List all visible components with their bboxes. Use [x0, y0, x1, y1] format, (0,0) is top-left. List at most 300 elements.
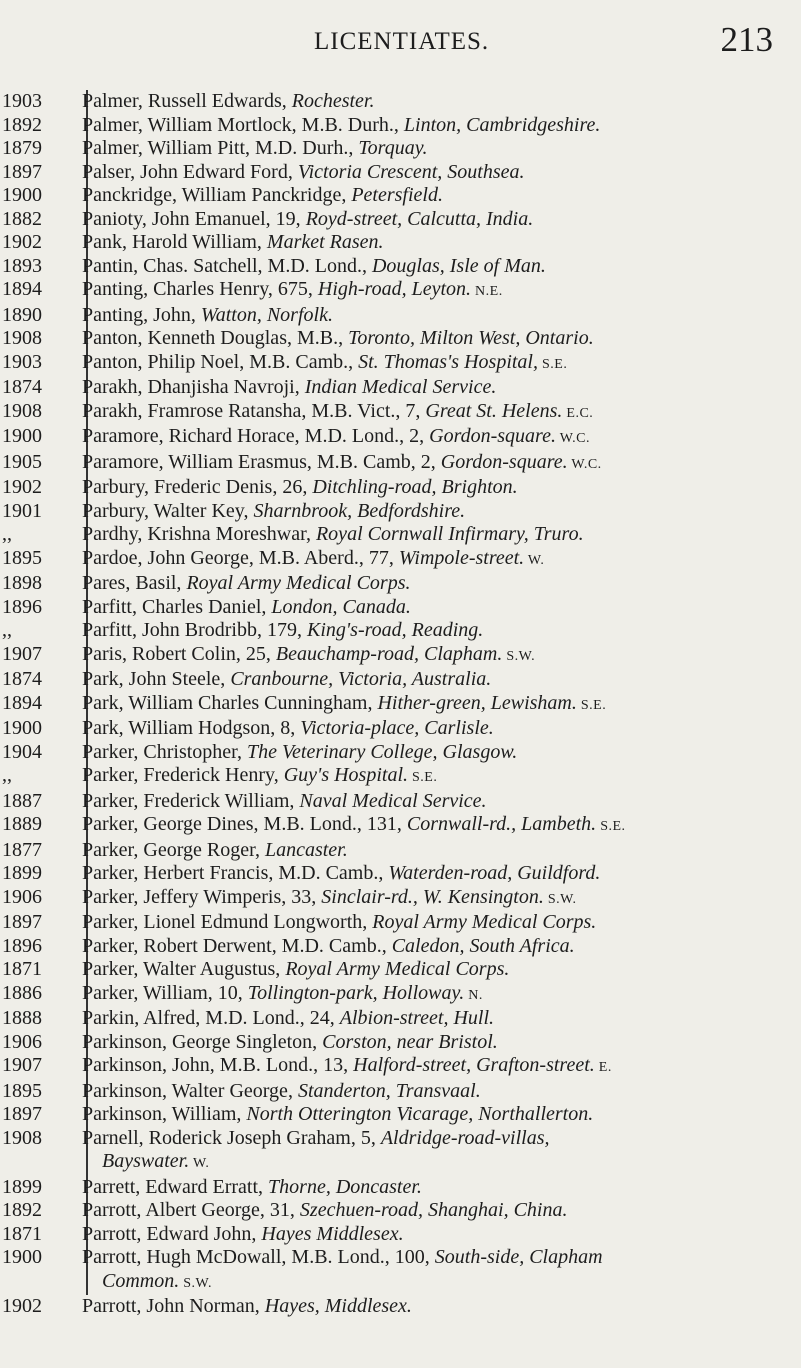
- entry-name: Park, William Hodgson, 8,: [82, 717, 301, 739]
- entry-text: [80, 1054, 801, 1080]
- entry-name: Paramore, William Erasmus, M.B. Camb, 2,: [82, 450, 441, 473]
- entry-name: Panton, Kenneth Douglas, M.B.,: [82, 327, 349, 349]
- licentiate-entry: [0, 255, 801, 279]
- entry-year-text: 1897: [2, 160, 42, 183]
- entry-year-text: 1877: [2, 838, 42, 861]
- entry-year-text: 1882: [2, 207, 42, 230]
- entry-year: [0, 1080, 80, 1104]
- entry-text: [80, 451, 801, 477]
- entry-year: [0, 1223, 80, 1247]
- entry-place: Hither-green, Lewisham.: [377, 691, 577, 714]
- licentiate-entry: [0, 1054, 801, 1080]
- entry-year-text: 1897: [2, 1103, 42, 1125]
- entry-continuation: [82, 1150, 787, 1176]
- entry-name: Parker, Frederick Henry,: [82, 764, 284, 786]
- entry-year: [0, 351, 80, 375]
- entry-year: [0, 839, 80, 863]
- entry-name: Parkinson, William,: [82, 1103, 247, 1125]
- entry-name: Palmer, Russell Edwards,: [82, 90, 292, 112]
- entry-year-text: 1888: [2, 1007, 42, 1029]
- entry-name: Parker, Walter Augustus,: [82, 958, 286, 980]
- entry-district: S.E.: [538, 356, 568, 372]
- entry-year-text: 1895: [2, 1079, 42, 1102]
- entry-text: [80, 643, 801, 669]
- entry-place: Waterden-road, Guildford.: [388, 862, 601, 884]
- entry-text: [80, 1246, 801, 1295]
- entry-place: Gordon-square.: [440, 450, 568, 473]
- entry-text: [80, 304, 801, 328]
- entry-year: [0, 476, 80, 500]
- entry-place: Rochester.: [291, 90, 375, 112]
- entry-district: S.E.: [576, 697, 607, 713]
- entry-text: [80, 790, 801, 814]
- entry-name: Parbury, Walter Key,: [82, 499, 254, 522]
- entry-year: [0, 208, 80, 232]
- licentiate-entry: [0, 500, 801, 524]
- entry-place: Royal Cornwall Infirmary, Truro.: [315, 523, 584, 545]
- entry-year-text: 1892: [2, 1199, 42, 1221]
- entry-year: [0, 935, 80, 959]
- licentiate-entry: [0, 114, 801, 138]
- entry-year-text: 1879: [2, 137, 42, 159]
- entry-name: Parker, Jeffery Wimperis, 33,: [82, 885, 322, 908]
- entry-text: [80, 1295, 801, 1319]
- entry-text: [80, 1223, 801, 1247]
- entry-name: Palmer, William Pitt, M.D. Durh.,: [82, 137, 359, 159]
- entry-name: Paramore, Richard Horace, M.D. Lond., 2,: [82, 425, 430, 447]
- entry-year: [0, 161, 80, 185]
- entry-year: [0, 886, 80, 910]
- entry-place: Szechuen-road, Shanghai, China.: [299, 1199, 568, 1221]
- entry-name: Parkinson, George Singleton,: [82, 1030, 323, 1053]
- licentiate-entry: [0, 231, 801, 255]
- entry-place: Victoria-place, Carlisle.: [300, 717, 494, 739]
- licentiate-entry: [0, 1007, 801, 1031]
- licentiate-entry: [0, 643, 801, 669]
- entry-place: Lancaster.: [264, 838, 348, 861]
- entry-name: Parbury, Frederic Denis, 26,: [82, 476, 313, 498]
- entry-name: Park, John Steele,: [82, 668, 231, 690]
- entry-text: [80, 425, 801, 451]
- entry-text: [80, 476, 801, 500]
- entry-place: King's-road, Reading.: [307, 619, 484, 641]
- entry-name: Parrott, John Norman,: [82, 1295, 265, 1317]
- entry-text: [80, 161, 801, 185]
- entry-text: [80, 376, 801, 400]
- licentiate-entry: [0, 161, 801, 185]
- licentiate-entry: [0, 523, 801, 547]
- entry-name: Parrott, Edward John,: [82, 1222, 262, 1245]
- entry-place: Sinclair-rd., W. Kensington.: [321, 885, 544, 908]
- entry-year: [0, 764, 80, 788]
- licentiate-entry: [0, 547, 801, 573]
- entry-text: [80, 1031, 801, 1055]
- entry-place: Indian Medical Service.: [304, 376, 497, 398]
- licentiate-entry: [0, 935, 801, 959]
- entry-place: Royal Army Medical Corps.: [186, 572, 411, 594]
- entry-text: [80, 327, 801, 351]
- entry-place: Cornwall-rd., Lambeth.: [406, 813, 597, 835]
- entry-name: Panton, Philip Noel, M.B. Camb.,: [82, 350, 359, 373]
- entry-name: Parfitt, Charles Daniel,: [82, 595, 272, 618]
- running-title: LICENTIATES.: [314, 28, 490, 55]
- licentiate-entry: [0, 1295, 801, 1319]
- entry-year-text: 1903: [2, 90, 42, 112]
- entry-year-text: 1892: [2, 113, 42, 136]
- entry-place: St. Thomas's Hospital,: [358, 350, 538, 373]
- entry-year: [0, 114, 80, 138]
- entry-year: [0, 1295, 80, 1319]
- entry-year: [0, 1031, 80, 1055]
- entry-year-text: 1902: [2, 1295, 42, 1317]
- entry-year-text: 1899: [2, 862, 42, 884]
- entry-place: Cranbourne, Victoria, Australia.: [230, 668, 492, 690]
- entry-place: Victoria Crescent, Southsea.: [297, 160, 525, 183]
- entry-name: Pank, Harold William,: [82, 231, 267, 253]
- entry-year-text: 1904: [2, 740, 42, 763]
- entry-year-text: ,,: [2, 523, 12, 545]
- entry-year-text: 1890: [2, 303, 42, 326]
- entry-place: Halford-street, Grafton-street.: [353, 1054, 595, 1076]
- entry-text: [80, 813, 801, 839]
- entry-text: [80, 500, 801, 524]
- licentiate-entry: [0, 376, 801, 400]
- entry-name: Panioty, John Emanuel, 19,: [82, 207, 306, 230]
- entry-year: [0, 1054, 80, 1078]
- licentiate-entry: [0, 596, 801, 620]
- entry-year-text: 1908: [2, 1126, 42, 1149]
- entry-year-text: ,,: [2, 764, 12, 786]
- entry-district: W.: [189, 1156, 210, 1171]
- entry-year: [0, 668, 80, 692]
- entry-text: [80, 839, 801, 863]
- entry-year-text: 1898: [2, 572, 42, 594]
- entry-text: [80, 1080, 801, 1104]
- licentiate-entry: [0, 692, 801, 718]
- entry-place: Caledon, South Africa.: [391, 934, 575, 957]
- entry-district: W.C.: [567, 456, 602, 472]
- licentiate-entry: [0, 1127, 801, 1176]
- licentiate-entry: [0, 862, 801, 886]
- entry-text: [80, 1176, 801, 1200]
- entry-place: Hayes Middlesex.: [261, 1222, 404, 1245]
- entry-year-text: 1900: [2, 184, 42, 206]
- entry-text: [80, 208, 801, 232]
- entry-district: W.C.: [555, 431, 590, 446]
- entry-year-text: 1874: [2, 376, 42, 398]
- licentiate-entry: [0, 1176, 801, 1200]
- entry-place-continued: Common.: [102, 1269, 180, 1292]
- entry-name: Parkin, Alfred, M.D. Lond., 24,: [82, 1007, 340, 1029]
- entry-name: Parker, William, 10,: [82, 981, 248, 1004]
- entry-text: [80, 935, 801, 959]
- entry-year-text: 1889: [2, 813, 42, 835]
- entry-place: Guy's Hospital.: [283, 764, 408, 786]
- licentiate-entry: [0, 400, 801, 426]
- entry-text: [80, 572, 801, 596]
- entry-name: Palser, John Edward Ford,: [82, 160, 298, 183]
- entry-name: Parrott, Albert George, 31,: [82, 1199, 300, 1221]
- entry-place: Royal Army Medical Corps.: [285, 958, 510, 980]
- entry-year: [0, 500, 80, 524]
- entry-name: Parrott, Hugh McDowall, M.B. Lond., 100,: [82, 1246, 435, 1268]
- entry-year: [0, 90, 80, 114]
- entry-year: [0, 425, 80, 449]
- entry-place: Naval Medical Service.: [299, 789, 487, 812]
- entry-district: S.W.: [179, 1275, 212, 1291]
- entry-year: [0, 1007, 80, 1031]
- licentiate-entry: [0, 1103, 801, 1127]
- entry-year: [0, 1103, 80, 1127]
- entry-text: [80, 911, 801, 935]
- entry-text: [80, 717, 801, 741]
- entry-year-text: 1907: [2, 642, 42, 665]
- licentiate-entry: [0, 137, 801, 161]
- entry-text: [80, 1199, 801, 1223]
- entry-year-text: 1900: [2, 717, 42, 739]
- entry-name: Palmer, William Mortlock, M.B. Durh.,: [82, 113, 404, 136]
- entry-text: [80, 1103, 801, 1127]
- entry-text: [80, 400, 801, 426]
- entry-year-text: 1902: [2, 231, 42, 253]
- entry-year: [0, 643, 80, 667]
- entry-place: Market Rasen.: [266, 231, 384, 253]
- entry-place: Thorne, Doncaster.: [268, 1175, 422, 1198]
- entry-district: S.W.: [543, 891, 577, 907]
- entry-text: [80, 547, 801, 573]
- licentiate-entry: [0, 1223, 801, 1247]
- entry-name: Parker, Lionel Edmund Longworth,: [82, 911, 373, 933]
- entry-text: [80, 958, 801, 982]
- licentiate-entry: [0, 90, 801, 114]
- licentiate-entry: [0, 1080, 801, 1104]
- entry-district: N.E.: [471, 284, 503, 299]
- entry-year-text: 1899: [2, 1175, 42, 1198]
- entry-year-text: 1871: [2, 958, 42, 980]
- entry-text: [80, 137, 801, 161]
- entry-place: Sharnbrook, Bedfordshire.: [253, 499, 466, 522]
- entry-text: [80, 741, 801, 765]
- entry-year-text: 1905: [2, 450, 42, 473]
- entry-year: [0, 137, 80, 161]
- entry-year: [0, 862, 80, 886]
- entry-name: Pares, Basil,: [82, 572, 187, 594]
- entry-district: S.E.: [408, 770, 438, 785]
- entry-year: [0, 547, 80, 571]
- entry-year: [0, 376, 80, 400]
- entry-text: [80, 231, 801, 255]
- entry-text: [80, 692, 801, 718]
- entry-year: [0, 278, 80, 302]
- entry-year: [0, 400, 80, 424]
- entry-year-text: 1908: [2, 399, 42, 422]
- entry-name: Parker, Christopher,: [82, 740, 248, 763]
- entry-place: Royd-street, Calcutta, India.: [305, 207, 534, 230]
- entry-year-text: 1895: [2, 546, 42, 569]
- entry-place: Douglas, Isle of Man.: [371, 254, 546, 277]
- entry-year: [0, 231, 80, 255]
- entry-place: Petersfield.: [351, 184, 443, 206]
- entry-year: [0, 327, 80, 351]
- entry-text: [80, 596, 801, 620]
- entry-year: [0, 790, 80, 814]
- page-header: [0, 20, 801, 60]
- entry-text: [80, 619, 801, 643]
- entry-place-continued: Bayswater.: [102, 1150, 190, 1172]
- entry-year: [0, 741, 80, 765]
- entry-district: E.C.: [562, 405, 594, 421]
- entry-year-text: 1893: [2, 254, 42, 277]
- entry-place: Gordon-square.: [429, 425, 556, 447]
- entry-district: W.: [524, 552, 545, 568]
- entry-name: Parakh, Dhanjisha Navroji,: [82, 376, 305, 398]
- entry-name: Panting, Charles Henry, 675,: [82, 278, 318, 300]
- entry-name: Parrett, Edward Erratt,: [82, 1175, 269, 1198]
- entry-text: [80, 90, 801, 114]
- entry-name: Parker, Robert Derwent, M.D. Camb.,: [82, 934, 392, 957]
- entry-place: Aldridge-road-villas,: [380, 1126, 550, 1149]
- entry-year-text: 1874: [2, 668, 42, 690]
- entry-name: Pardoe, John George, M.B. Aberd., 77,: [82, 546, 399, 569]
- entry-district: S.W.: [502, 648, 536, 664]
- entry-continuation: [82, 1270, 787, 1296]
- licentiate-entry: [0, 278, 801, 304]
- entry-text: [80, 862, 801, 886]
- licentiate-entry: [0, 813, 801, 839]
- entry-year-text: 1894: [2, 691, 42, 714]
- licentiate-entry: [0, 1199, 801, 1223]
- entry-place: Hayes, Middlesex.: [264, 1295, 412, 1317]
- licentiate-entry: [0, 886, 801, 912]
- entry-name: Parker, Herbert Francis, M.D. Camb.,: [82, 862, 389, 884]
- licentiate-entry: [0, 958, 801, 982]
- entry-year: [0, 304, 80, 328]
- entry-year-text: 1900: [2, 1246, 42, 1268]
- entry-place: Great St. Helens.: [425, 399, 563, 422]
- entry-place: High-road, Leyton.: [317, 278, 472, 300]
- entry-district: N.: [464, 987, 483, 1003]
- entry-place: Linton, Cambridgeshire.: [403, 113, 601, 136]
- entry-name: Panckridge, William Panckridge,: [82, 184, 352, 206]
- entry-year-text: 1886: [2, 981, 42, 1004]
- entry-place: Tollington-park, Holloway.: [247, 981, 465, 1004]
- licentiate-entry: [0, 1246, 801, 1295]
- entry-year: [0, 619, 80, 643]
- entry-year-text: 1900: [2, 425, 42, 447]
- licentiate-entry: [0, 764, 801, 790]
- entry-name: Parker, Frederick William,: [82, 789, 300, 812]
- entry-year: [0, 813, 80, 837]
- entry-name: Parnell, Roderick Joseph Graham, 5,: [82, 1126, 381, 1149]
- entry-year: [0, 1176, 80, 1200]
- entry-place: The Veterinary College, Glasgow.: [247, 740, 518, 763]
- entry-name: Parker, George Roger,: [82, 838, 265, 861]
- entry-place: South-side, Clapham: [434, 1246, 603, 1268]
- entry-year: [0, 523, 80, 547]
- licentiate-entry: [0, 668, 801, 692]
- licentiate-entry: [0, 451, 801, 477]
- entry-text: [80, 1127, 801, 1176]
- entry-place: Torquay.: [358, 137, 428, 159]
- entry-year-text: 1906: [2, 1030, 42, 1053]
- page-number: 213: [720, 20, 773, 59]
- entry-text: [80, 764, 801, 790]
- entry-district: E.: [594, 1060, 612, 1075]
- entry-year-text: 1896: [2, 934, 42, 957]
- entry-year: [0, 451, 80, 475]
- entry-year-text: 1908: [2, 327, 42, 349]
- entry-year: [0, 1199, 80, 1223]
- entry-year: [0, 572, 80, 596]
- entry-year: [0, 717, 80, 741]
- entry-place: Toronto, Milton West, Ontario.: [348, 327, 594, 349]
- entry-name: Park, William Charles Cunningham,: [82, 691, 378, 714]
- licentiate-entry: [0, 304, 801, 328]
- licentiates-list: [0, 90, 801, 1319]
- entry-name: Paris, Robert Colin, 25,: [82, 642, 276, 665]
- entry-year: [0, 958, 80, 982]
- licentiate-entry: [0, 184, 801, 208]
- entry-year: [0, 184, 80, 208]
- licentiate-entry: [0, 839, 801, 863]
- entry-place: Standerton, Transvaal.: [297, 1079, 481, 1102]
- entry-year: [0, 692, 80, 716]
- entry-name: Parfitt, John Brodribb, 179,: [82, 619, 307, 641]
- entry-text: [80, 668, 801, 692]
- entry-year-text: 1896: [2, 595, 42, 618]
- licentiate-entry: [0, 327, 801, 351]
- entry-text: [80, 184, 801, 208]
- entry-year-text: 1902: [2, 476, 42, 498]
- licentiate-entry: [0, 790, 801, 814]
- entry-place: North Otterington Vicarage, Northallerton.: [246, 1103, 594, 1125]
- entry-year-text: 1903: [2, 350, 42, 373]
- entry-year: [0, 255, 80, 279]
- entry-text: [80, 886, 801, 912]
- entry-place: Ditchling-road, Brighton.: [312, 476, 518, 498]
- entry-year-text: 1871: [2, 1222, 42, 1245]
- entry-place: Wimpole-street.: [398, 546, 525, 569]
- entry-text: [80, 278, 801, 304]
- licentiate-entry: [0, 717, 801, 741]
- entry-year-text: 1894: [2, 278, 42, 300]
- entry-name: Pantin, Chas. Satchell, M.D. Lond.,: [82, 254, 372, 277]
- licentiate-entry: [0, 982, 801, 1008]
- entry-text: [80, 523, 801, 547]
- entry-year-text: 1906: [2, 885, 42, 908]
- entry-place: Albion-street, Hull.: [339, 1007, 495, 1029]
- licentiate-entry: [0, 425, 801, 451]
- licentiate-entry: [0, 1031, 801, 1055]
- licentiate-entry: [0, 741, 801, 765]
- licentiate-entry: [0, 208, 801, 232]
- entry-name: Parkinson, Walter George,: [82, 1079, 298, 1102]
- entry-name: Pardhy, Krishna Moreshwar,: [82, 523, 316, 545]
- entry-year: [0, 982, 80, 1006]
- entry-place: Watton, Norfolk.: [200, 303, 333, 326]
- entry-year: [0, 1246, 80, 1270]
- licentiate-entry: [0, 476, 801, 500]
- entry-text: [80, 982, 801, 1008]
- entry-year: [0, 1127, 80, 1151]
- entry-place: Corston, near Bristol.: [322, 1030, 498, 1053]
- entry-text: [80, 351, 801, 377]
- entry-place: London, Canada.: [271, 595, 411, 618]
- licentiate-entry: [0, 572, 801, 596]
- entry-district: S.E.: [596, 819, 626, 834]
- entry-text: [80, 255, 801, 279]
- entry-year: [0, 911, 80, 935]
